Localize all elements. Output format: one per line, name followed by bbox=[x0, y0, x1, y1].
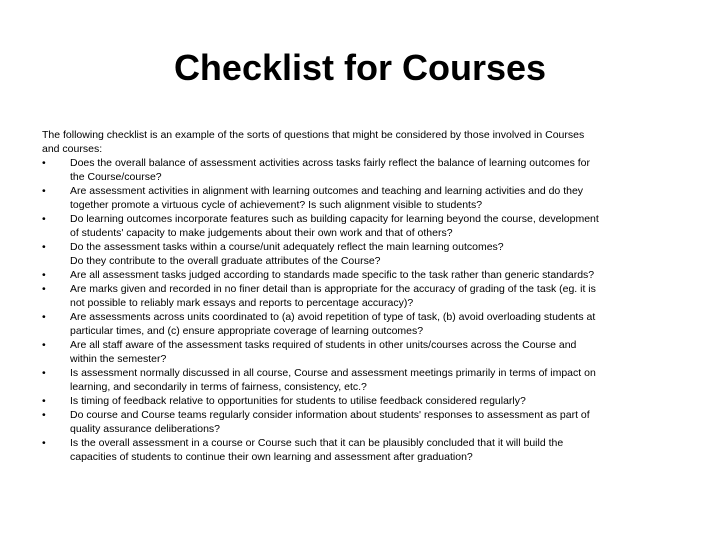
checklist-item bbox=[42, 268, 682, 282]
checklist-item-text: of students' capacity to make judgements about their own work and that of others? bbox=[70, 227, 453, 239]
bullet-icon: • bbox=[42, 437, 46, 449]
checklist-item-text: Do they contribute to the overall graduate attributes of the Course? bbox=[70, 255, 381, 267]
slide-title: Checklist for Courses bbox=[173, 47, 547, 88]
checklist-item bbox=[42, 436, 682, 464]
bullet-icon: • bbox=[42, 213, 46, 225]
checklist-item-text: Are assessments across units coordinated to (a) avoid repetition of type of task, (b) avoid overloading students at bbox=[70, 311, 596, 323]
checklist-item-text: learning, and secondarily in terms of fairness, consistency, etc.? bbox=[70, 381, 367, 393]
checklist-item-text: Are assessment activities in alignment with learning outcomes and teaching and learning activities and do they bbox=[70, 185, 584, 197]
checklist-item bbox=[42, 212, 682, 240]
checklist-item-text: Do the assessment tasks within a course/unit adequately reflect the main learning outcomes? bbox=[70, 241, 504, 253]
checklist-item-text: Are marks given and recorded in no finer detail than is appropriate for the accuracy of grading of the task (eg. it is bbox=[70, 283, 596, 295]
checklist-item-text: Is assessment normally discussed in all course, Course and assessment meetings primarily in terms of impact on bbox=[70, 367, 596, 379]
checklist-item-text: Do learning outcomes incorporate features such as building capacity for learning beyond the course, development bbox=[70, 213, 599, 225]
checklist-item-text: Are all assessment tasks judged according to standards made specific to the task rather than generic standards? bbox=[70, 269, 595, 281]
checklist-item bbox=[42, 310, 682, 338]
checklist-item-text: together promote a virtuous cycle of achievement? Is such alignment visible to students? bbox=[70, 199, 483, 211]
checklist-item-text: quality assurance deliberations? bbox=[70, 423, 221, 435]
bullet-icon: • bbox=[42, 395, 46, 407]
bullet-icon: • bbox=[42, 409, 46, 421]
intro-paragraph bbox=[42, 128, 682, 156]
bullet-icon: • bbox=[42, 283, 46, 295]
checklist-item-text: Do course and Course teams regularly consider information about students' responses to assessment as part of bbox=[70, 409, 590, 421]
checklist-item-text: not possible to reliably mark essays and reports to percentage accuracy)? bbox=[70, 297, 414, 309]
checklist-item bbox=[42, 240, 682, 268]
checklist-item bbox=[42, 366, 682, 394]
checklist-item bbox=[42, 408, 682, 436]
bullet-icon: • bbox=[42, 311, 46, 323]
checklist-item bbox=[42, 338, 682, 366]
bullet-icon: • bbox=[42, 241, 46, 253]
bullet-icon: • bbox=[42, 157, 46, 169]
checklist-item-text: Is the overall assessment in a course or Course such that it can be plausibly concluded that it will build the bbox=[70, 437, 564, 449]
checklist-item bbox=[42, 156, 682, 184]
checklist-item-text: Are all staff aware of the assessment tasks required of students in other units/courses across the Course and bbox=[70, 339, 577, 351]
bullet-icon: • bbox=[42, 339, 46, 351]
bullet-icon: • bbox=[42, 269, 46, 281]
bullet-icon: • bbox=[42, 367, 46, 379]
checklist-item-text: Is timing of feedback relative to opportunities for students to utilise feedback considered regularly? bbox=[70, 395, 526, 407]
slide-body bbox=[42, 128, 682, 464]
bullet-icon: • bbox=[42, 185, 46, 197]
intro-line: The following checklist is an example of the sorts of questions that might be considered by those involved in Courses bbox=[42, 129, 585, 141]
intro-line: and courses: bbox=[42, 143, 103, 155]
checklist-item-text: Does the overall balance of assessment activities across tasks fairly reflect the balance of learning outcomes for bbox=[70, 157, 591, 169]
checklist bbox=[42, 156, 682, 464]
checklist-item-text: capacities of students to continue their own learning and assessment after graduation? bbox=[70, 451, 473, 463]
checklist-item bbox=[42, 282, 682, 310]
checklist-item bbox=[42, 184, 682, 212]
checklist-item-text: the Course/course? bbox=[70, 171, 162, 183]
checklist-item bbox=[42, 394, 682, 408]
checklist-item-text: within the semester? bbox=[70, 353, 167, 365]
checklist-item-text: particular times, and (c) ensure appropriate coverage of learning outcomes? bbox=[70, 325, 424, 337]
